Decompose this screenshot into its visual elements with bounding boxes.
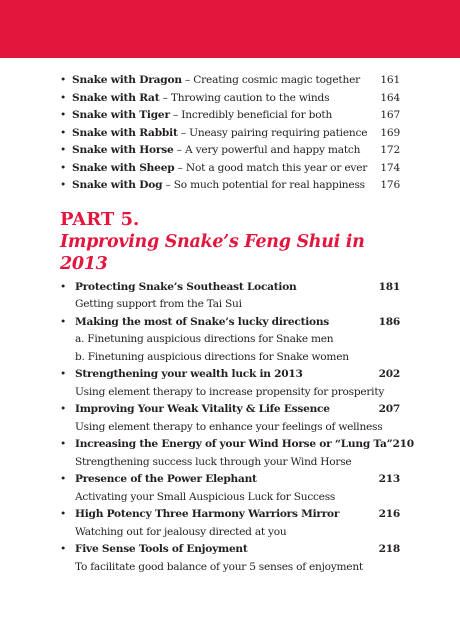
page-number: 167 bbox=[380, 109, 400, 121]
page-number: 186 bbox=[378, 315, 400, 328]
entry-subtitle: Strengthening success luck through your Wind Horse bbox=[75, 455, 352, 468]
list-item: • Snake with Rabbit – Uneasy pairing requiring patience 169 bbox=[60, 125, 400, 143]
page-number: 174 bbox=[380, 161, 400, 174]
page-number: 172 bbox=[380, 144, 400, 156]
entry-title: Strengthening your wealth luck in 2013 bbox=[75, 368, 303, 380]
page-number: 216 bbox=[378, 508, 400, 520]
entry-subtitle: b. Finetuning auspicious directions for Snake women bbox=[75, 350, 349, 363]
entry-title: Increasing the Energy of your Wind Horse or “Lung Ta” bbox=[75, 438, 393, 450]
page-number: 169 bbox=[380, 126, 400, 139]
toc-entry bbox=[60, 506, 400, 541]
bullet-icon: • bbox=[60, 473, 66, 485]
list-item: • Snake with Horse – A very powerful and happy match 172 bbox=[60, 142, 400, 160]
bullet-icon: • bbox=[60, 280, 66, 293]
entry-subtitle: Getting support from the Tai Sui bbox=[75, 298, 242, 310]
part-entries bbox=[60, 279, 414, 577]
page-number: 164 bbox=[380, 91, 400, 104]
page-number: 181 bbox=[378, 280, 400, 293]
list-item: • Snake with Dragon – Creating cosmic magic together 161 bbox=[60, 72, 400, 90]
toc-entry bbox=[60, 401, 400, 436]
page-number: 213 bbox=[378, 473, 400, 485]
bullet-icon: • bbox=[60, 403, 66, 415]
entry-title: Protecting Snake’s Southeast Location bbox=[75, 280, 297, 293]
entry-title: Improving Your Weak Vitality & Life Essence bbox=[75, 403, 330, 415]
list-item: • Snake with Sheep – Not a good match this year or ever 174 bbox=[60, 160, 400, 178]
entry-subtitle: Activating your Small Auspicious Luck for Success bbox=[75, 490, 336, 503]
list-item: • Snake with Dog – So much potential for real happiness 176 bbox=[60, 177, 400, 195]
entry-title: Presence of the Power Elephant bbox=[75, 473, 257, 485]
toc-entry bbox=[60, 471, 400, 506]
header-band bbox=[0, 0, 460, 58]
toc-content bbox=[60, 72, 414, 576]
toc-entry bbox=[60, 541, 400, 576]
bullet-icon: • bbox=[60, 508, 66, 520]
page-number: 210 bbox=[392, 438, 414, 450]
bullet-icon: • bbox=[60, 543, 66, 555]
part-title: Improving Snake’s Feng Shui in 2013 bbox=[60, 231, 365, 274]
page-number: 176 bbox=[380, 179, 400, 191]
bullet-icon: • bbox=[60, 438, 66, 450]
bullet-icon: • bbox=[60, 315, 66, 328]
entry-subtitle: a. Finetuning auspicious directions for Snake men bbox=[75, 333, 334, 345]
bullet-icon: • bbox=[60, 144, 67, 156]
toc-entry bbox=[60, 279, 400, 314]
list-item: • Snake with Rat – Throwing caution to the winds 164 bbox=[60, 90, 400, 108]
list-item: • Snake with Tiger – Incredibly beneficial for both 167 bbox=[60, 107, 400, 125]
entry-subtitle: Using element therapy to increase propensity for prosperity bbox=[75, 385, 385, 398]
page-number: 207 bbox=[378, 403, 400, 415]
entry-subtitle: Using element therapy to enhance your feelings of wellness bbox=[75, 420, 383, 433]
entry-title: Making the most of Snake’s lucky directions bbox=[75, 315, 330, 328]
bullet-icon: • bbox=[60, 74, 67, 86]
bullet-icon: • bbox=[60, 109, 67, 121]
bullet-icon: • bbox=[60, 368, 66, 380]
bullet-icon: • bbox=[60, 179, 67, 191]
page-number: 202 bbox=[378, 368, 400, 380]
entry-title: Five Sense Tools of Enjoyment bbox=[75, 543, 248, 555]
entry-title: High Potency Three Harmony Warriors Mirror bbox=[75, 508, 340, 520]
toc-entry bbox=[60, 366, 400, 401]
toc-entry bbox=[60, 314, 400, 367]
bullet-icon: • bbox=[60, 126, 67, 139]
toc-entry bbox=[60, 436, 414, 471]
part-label: PART 5. bbox=[60, 208, 140, 230]
entry-subtitle: To facilitate good balance of your 5 senses of enjoyment bbox=[75, 560, 363, 573]
compatibility-list bbox=[60, 72, 400, 195]
page-number: 218 bbox=[378, 543, 400, 555]
bullet-icon: • bbox=[60, 161, 67, 174]
entry-subtitle: Watching out for jealousy directed at you bbox=[75, 525, 287, 538]
bullet-icon: • bbox=[60, 91, 67, 104]
page-number: 161 bbox=[380, 74, 400, 86]
part-heading bbox=[60, 209, 400, 275]
